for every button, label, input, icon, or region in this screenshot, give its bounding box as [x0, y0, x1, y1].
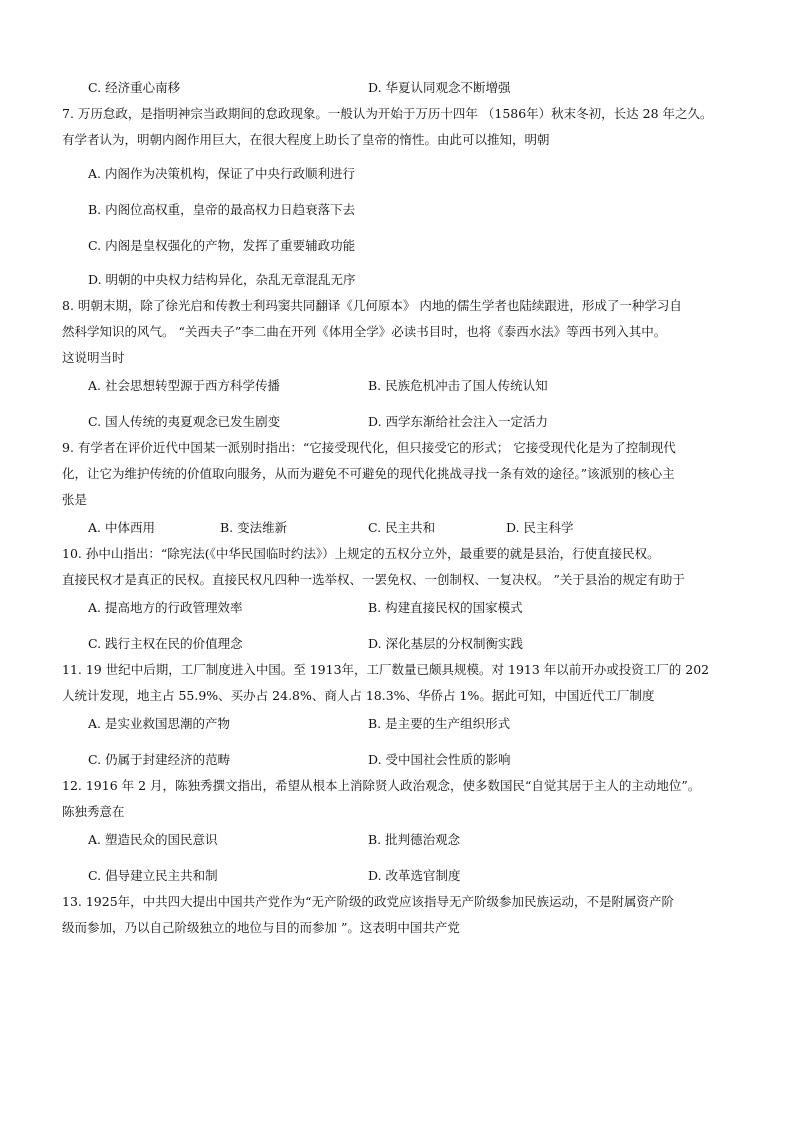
q11-option-b: B. 是主要的生产组织形式 [368, 716, 511, 731]
q8-option-a: A. 社会思想转型源于西方科学传播 [88, 378, 280, 393]
q9-option-c: C. 民主共和 [368, 520, 436, 535]
q7-option-b: B. 内阁位高权重，皇帝的最高权力日趋衰落下去 [88, 202, 356, 217]
q10-stem-line1: 10. 孙中山指出：“除宪法(《中华民国临时约法》）上规定的五权分立外，最重要的就是县治，行使直接民权。 [62, 546, 660, 561]
q12-option-a: A. 塑造民众的国民意识 [88, 832, 218, 847]
q7-stem-line2: 有学者认为，明朝内阁作用巨大，在很大程度上助长了皇帝的惰性。由此可以推知，明朝 [62, 132, 550, 147]
q9-stem-line2: 化，让它为维护传统的价值取向服务，从而为避免不可避免的现代化挑战寻找一条有效的途径。”该派别的核心主 [62, 466, 675, 481]
q9-option-d: D. 民主科学 [506, 520, 574, 535]
q8-option-b: B. 民族危机冲击了国人传统认知 [368, 378, 548, 393]
q12-option-b: B. 批判德治观念 [368, 832, 461, 847]
q8-option-c: C. 国人传统的夷夏观念已发生剧变 [88, 414, 281, 429]
q8-stem-line3: 这说明当时 [62, 350, 125, 365]
q8-option-d: D. 西学东渐给社会注入一定活力 [368, 414, 549, 429]
q7-option-c: C. 内阁是皇权强化的产物，发挥了重要辅政功能 [88, 238, 356, 253]
q10-option-d: D. 深化基层的分权制衡实践 [368, 636, 524, 651]
q11-stem-line2: 人统计发现，地主占 55.9%、买办占 24.8%、商人占 18.3%、华侨占 1%。据此可知，中国近代工厂制度 [62, 688, 655, 703]
q7-stem-line1: 7. 万历怠政，是指明神宗当政期间的怠政现象。一般认为开始于万历十四年 （1586年）秋末冬初，长达 28 年之久。 [62, 106, 713, 121]
q7-option-d: D. 明朝的中央权力结构异化，杂乱无章混乱无序 [88, 272, 356, 287]
q11-option-c: C. 仍属于封建经济的范畴 [88, 752, 231, 767]
q8-stem-line2: 然科学知识的风气。 “关西夫子”李二曲在开列《体用全学》必读书目时，也将《泰西水法》等西书列入其中。 [62, 324, 667, 339]
q13-stem-line2: 级而参加，乃以自己阶级独立的地位与目的而参加 ”。这表明中国共产党 [62, 920, 460, 935]
q10-option-a: A. 提高地方的行政管理效率 [88, 600, 243, 615]
q11-stem-line1: 11. 19 世纪中后期，工厂制度进入中国。至 1913年，工厂数量已颇具规模。对 1913 年以前开办或投资工厂的 202 [62, 662, 710, 677]
q6-option-c: C. 经济重心南移 [88, 80, 181, 95]
q10-option-c: C. 践行主权在民的价值理念 [88, 636, 243, 651]
q7-option-a: A. 内阁作为决策机构，保证了中央行政顺利进行 [88, 166, 355, 181]
q12-option-d: D. 改革选官制度 [368, 868, 461, 883]
q9-option-b: B. 变法维新 [220, 520, 288, 535]
q6-option-d: D. 华夏认同观念不断增强 [368, 80, 511, 95]
q10-stem-line2: 直接民权才是真正的民权。直接民权凡四种一选举权、一罢免权、一创制权、一复决权。 ”关于县治的规定有助于 [62, 572, 685, 587]
q13-stem-line1: 13. 1925年，中共四大提出中国共产党作为“无产阶级的政党应该指导无产阶级参加民族运动，不是附属资产阶 [62, 894, 675, 909]
q11-option-d: D. 受中国社会性质的影响 [368, 752, 511, 767]
q10-option-b: B. 构建直接民权的国家模式 [368, 600, 523, 615]
q11-option-a: A. 是实业救国思潮的产物 [88, 716, 230, 731]
q12-option-c: C. 倡导建立民主共和制 [88, 868, 218, 883]
q12-stem-line2: 陈独秀意在 [62, 804, 125, 819]
q8-stem-line1: 8. 明朝末期，除了徐光启和传教士利玛窦共同翻译《几何原本》 内地的儒生学者也陆续跟进，形成了一种学习自 [62, 298, 682, 313]
q9-option-a: A. 中体西用 [88, 520, 155, 535]
q9-stem-line3: 张是 [62, 492, 88, 507]
q12-stem-line1: 12. 1916 年 2 月，陈独秀撰文指出，希望从根本上消除贤人政治观念，使多数国民“自觉其居于主人的主动地位”。 [62, 778, 701, 793]
q9-stem-line1: 9. 有学者在评价近代中国某一派别时指出：“它接受现代化，但只接受它的形式； 它接受现代化是为了控制现代 [62, 440, 676, 455]
